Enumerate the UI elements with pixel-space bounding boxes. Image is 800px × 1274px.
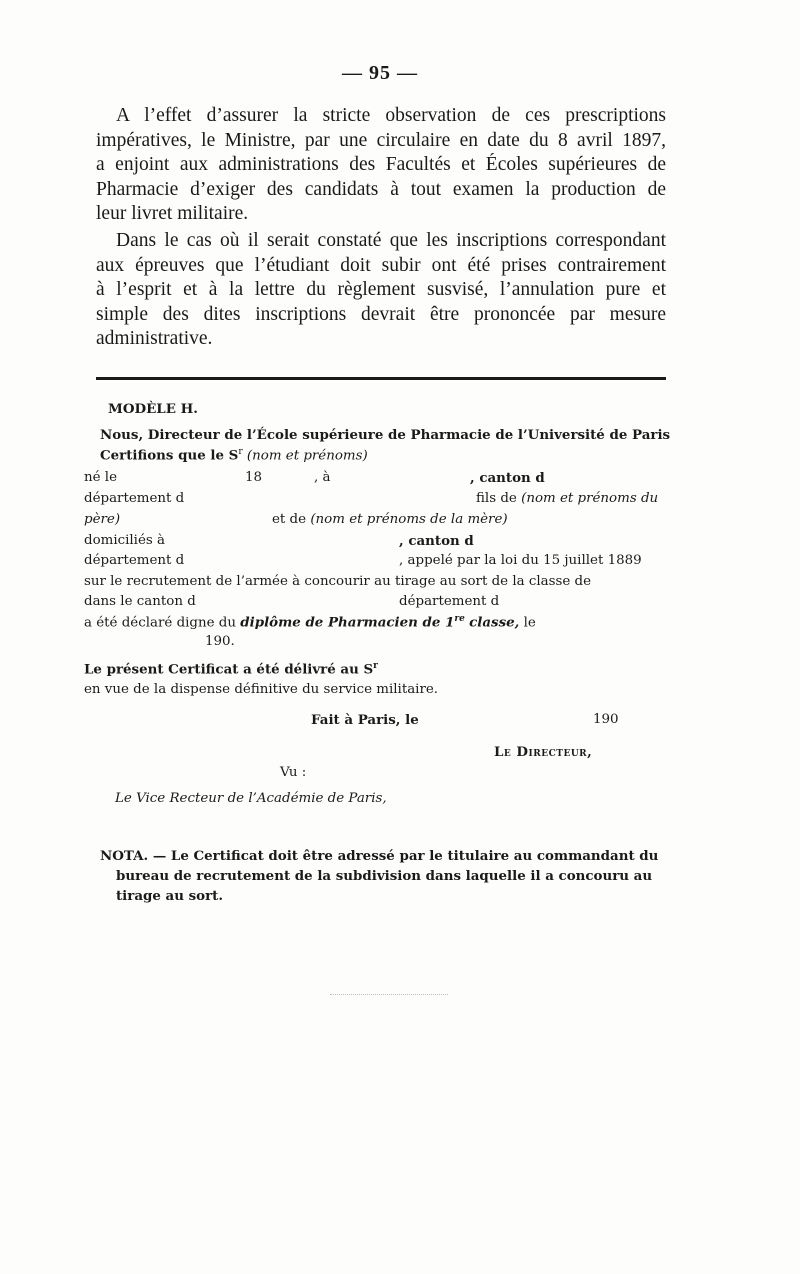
form-line: domiciliés à <box>84 533 165 548</box>
text-line: administrative. <box>96 328 213 350</box>
nota-line: NOTA. — Le Certificat doit être adressé par le titulaire au commandant du <box>100 848 659 864</box>
text-line: Pharmacie d’exiger des candidats à tout examen la production de <box>96 178 666 200</box>
form-line: 190 <box>593 712 619 727</box>
form-line: sur le recrutement de l’armée à concourir au tirage au sort de la classe de <box>84 574 592 589</box>
form-line: dans le canton d <box>84 594 196 609</box>
text-line: a enjoint aux administrations des Facultés et Écoles supérieures de <box>96 154 666 176</box>
form-line: et de (nom et prénoms de la mère) <box>272 512 508 527</box>
form-line: né le <box>84 470 118 485</box>
form-line: , canton d <box>399 533 474 549</box>
form-line: , à <box>314 470 331 485</box>
page-number: — 95 — <box>342 62 418 84</box>
form-line: Le Directeur, <box>494 744 593 760</box>
paragraph-1 <box>96 104 666 227</box>
text-line: A l’effet d’assurer la stricte observation de ces prescriptions <box>116 105 666 126</box>
text-line: aux épreuves que l’étudiant doit subir ont été prises contrairement <box>96 254 666 276</box>
text-line: impératives, le Ministre, par une circulaire en date du 8 avril 1897, <box>96 129 666 151</box>
form-line: Fait à Paris, le <box>311 712 419 728</box>
form-line: 190. <box>205 634 235 649</box>
form-line: a été déclaré digne du diplôme de Pharmacien de 1re classe, le <box>84 614 536 631</box>
text-line: à l’esprit et à la lettre du règlement susvisé, l’annulation pure et <box>96 279 666 301</box>
ink-smudge <box>330 994 448 997</box>
paragraph-2 <box>96 229 666 352</box>
form-line: Certifions que le $S^r$ (nom et prénoms) <box>100 447 368 464</box>
form-line: département d <box>84 553 185 568</box>
form-line: Le Vice Recteur de l’Académie de Paris, <box>115 791 387 806</box>
form-line: fils de (nom et prénoms du <box>476 491 659 506</box>
form-line: Nous, Directeur de l’École supérieure de Pharmacie de l’Université de Paris <box>100 427 671 443</box>
form-line: , appelé par la loi du 15 juillet 1889 <box>399 553 642 568</box>
form-line: 18 <box>245 470 263 485</box>
form-line: père) <box>84 512 121 527</box>
form-line: département d <box>399 594 500 609</box>
form-line: Vu : <box>280 765 307 780</box>
nota-line: tirage au sort. <box>116 888 223 904</box>
form-line: en vue de la dispense définitive du service militaire. <box>84 682 439 697</box>
text-line: Dans le cas où il serait constaté que les inscriptions correspondant <box>116 230 666 251</box>
form-line: département d <box>84 491 185 506</box>
text-line: leur livret militaire. <box>96 203 249 225</box>
text-line: simple des dites inscriptions devrait être prononcée par mesure <box>96 303 666 325</box>
section-divider <box>96 377 666 380</box>
form-line: Le présent Certificat a été délivré au $S^r$ <box>84 661 378 678</box>
model-title: MODÈLE H. <box>108 401 198 417</box>
nota-line: bureau de recrutement de la subdivision dans laquelle il a concouru au <box>116 868 653 884</box>
form-line: , canton d <box>470 470 545 486</box>
